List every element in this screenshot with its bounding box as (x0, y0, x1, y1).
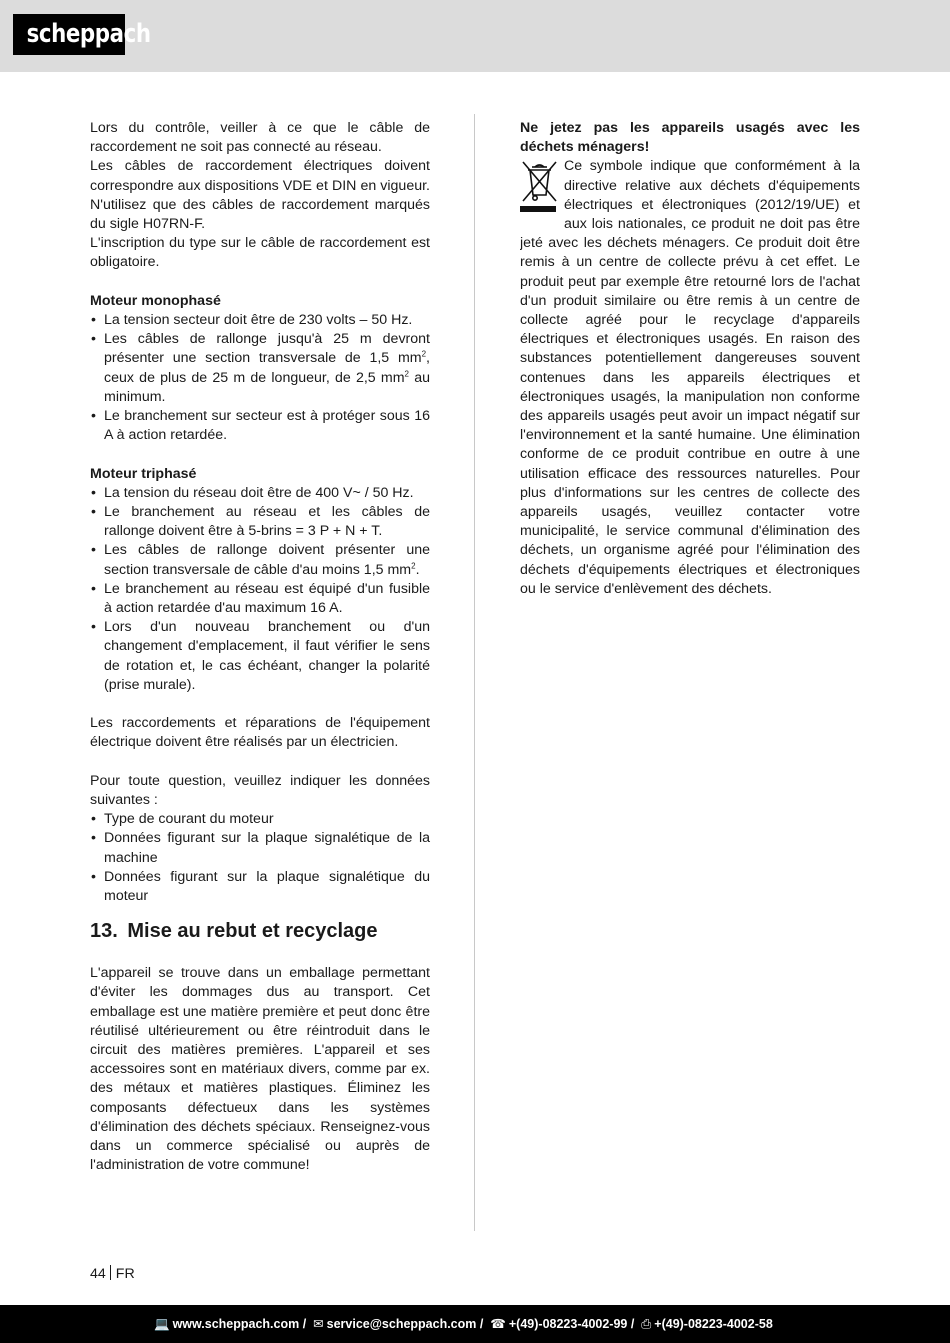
warning-title: Ne jetez pas les appareils usagés avec les déchets ménagers! (520, 120, 860, 156)
footer-email-link[interactable]: service@scheppach.com / (326, 1317, 484, 1331)
section-heading (90, 919, 430, 943)
footer-phone: +(49)-08223-4002-99 / (508, 1317, 635, 1331)
brand-logo: scheppach (13, 14, 125, 55)
intro-paragraph-1: Lors du contrôle, veiller à ce que le câble de raccordement ne soit pas connecté au réseau. (90, 120, 430, 156)
intro-paragraph-3: L'inscription du type sur le câble de raccordement est obligatoire. (90, 235, 430, 271)
list-item: • Les câbles de rallonge doivent présenter une section transversale de câble d'au moins 1,5 $mm^2$. (90, 541, 430, 579)
page-footer (0, 1305, 950, 1343)
tri-motor-heading: Moteur triphasé (90, 465, 197, 482)
footer-fax: +(49)-08223-4002-58 (654, 1317, 773, 1331)
question-intro: Pour toute question, veuillez indiquer les données suivantes : (90, 772, 430, 809)
list-item: • Lors d'un nouveau branchement ou d'un changement d'emplacement, il faut vérifier le sens de rotation et, le cas échéant, changer la polarité (prise murale). (90, 618, 430, 695)
computer-icon: 💻 (154, 1317, 170, 1331)
intro-paragraph-2: Les câbles de raccordement électriques doivent correspondre aux dispositions VDE et DIN en vigueur. N'utilisez que des câbles de raccordement marqués du sigle H07RN-F. (90, 158, 430, 233)
list-item: • Données figurant sur la plaque signalétique de la machine (90, 829, 430, 867)
right-column (520, 119, 860, 599)
footer-website-link[interactable]: www.scheppach.com / (172, 1317, 307, 1331)
list-item: • Le branchement au réseau et les câbles de rallonge doivent être à 5-brins = 3 P + N + T. (90, 503, 430, 541)
mono-motor-list (90, 311, 430, 445)
weee-block (520, 157, 860, 599)
email-icon: ✉ (309, 1317, 324, 1331)
question-list (90, 810, 430, 906)
weee-paragraph: Ce symbole indique que conformément à la directive relative aux déchets d'équipements électriques et électroniques (2012/19/UE) et aux lois nationales, ce produit ne doit pas être jeté avec les déchets ménagers. Ce produit doit être remis à un centre de collecte prévu à cet effet. Le produit peut par exemple être retourné lors de l'achat d'un produit similaire ou être remis à un centre de collecte agréé pour le recyclage d'appareils électriques et électroniques usagés. En raison des substances potentiellement dangereuses souvent contenues dans les appareils électriques et électroniques usagés, la manipulation non conforme des appareils usagés peut avoir un impact négatif sur l'environnement et la santé humaine. Une élimination conforme de ce produit contribue en outre à une utilisation efficace des ressources naturelles. Pour plus d'informations sur les centres de collecte des appareils usagés, veuillez contacter votre municipalité, le service communal d'élimination des déchets, un organisme agréé pour l'élimination des déchets d'équipements électriques et électroniques ou le service d'enlèvement des déchets. (520, 158, 860, 597)
fax-icon: ⎙ (637, 1317, 652, 1331)
list-item: • Le branchement au réseau est équipé d'un fusible à action retardée d'au maximum 16 A. (90, 580, 430, 618)
disposal-paragraph: L'appareil se trouve dans un emballage permettant d'éviter les dommages dus au transport. Cet emballage est une matière première et peut donc être réutilisé ultérieurement ou être réintroduit dans le circuit des matières premières. L'appareil et ses accessoires sont en matériaux divers, comme par ex. des métaux et matières plastiques. Éliminez les composants défectueux dans les systèmes d'élimination des déchets spéciaux. Renseignez-vous dans un commerce spécialisé ou auprès de l'administration de votre commune! (90, 965, 430, 1174)
list-item: • La tension du réseau doit être de 400 V~ / 50 Hz. (90, 484, 430, 503)
list-item: • Type de courant du moteur (90, 810, 430, 829)
list-item: • La tension secteur doit être de 230 volts – 50 Hz. (90, 311, 430, 330)
column-divider (474, 114, 475, 1231)
page-header (0, 0, 950, 72)
mono-motor-heading: Moteur monophasé (90, 292, 221, 309)
electrician-note: Les raccordements et réparations de l'équipement électrique doivent être réalisés par un électricien. (90, 715, 430, 751)
section-title: Mise au rebut et recyclage (127, 920, 378, 943)
section-number: 13. (90, 920, 118, 943)
left-column (90, 119, 430, 1176)
crossed-bin-icon (520, 157, 560, 215)
tri-motor-list (90, 484, 430, 695)
list-item: • Les câbles de rallonge jusqu'à 25 m devront présenter une section transversale de 1,5 $mm^2$, ceux de plus de 25 m de longueur, de 2,5 $mm^2$ au minimum. (90, 330, 430, 407)
list-item: • Données figurant sur la plaque signalétique du moteur (90, 868, 430, 906)
list-item: • Le branchement sur secteur est à protéger sous 16 A à action retardée. (90, 407, 430, 445)
page-number: 44 FR (90, 1266, 135, 1282)
phone-icon: ☎ (486, 1317, 506, 1331)
